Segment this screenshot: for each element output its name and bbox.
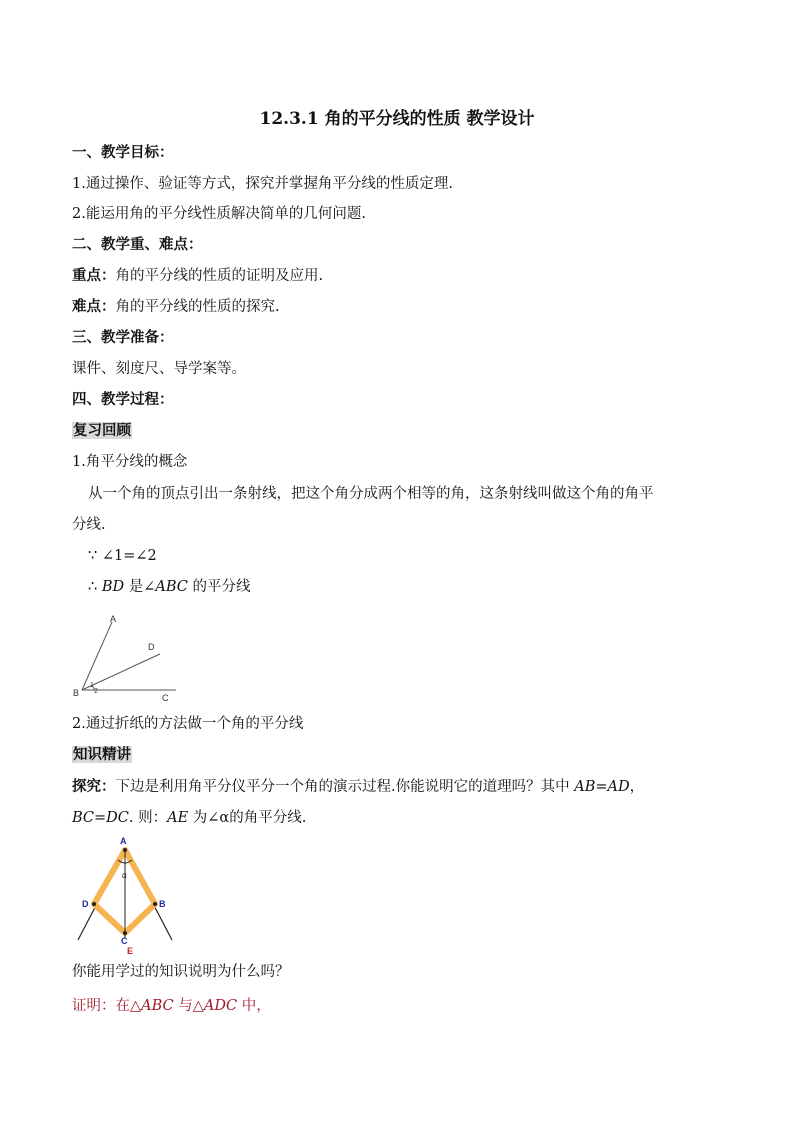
label-a: A [120,836,127,846]
preparation-text: 课件、刻度尺、导学案等。 [72,361,246,377]
proof-prefix: 证明：在△ [72,998,142,1014]
explore-bc-dc: BC=DC [72,810,129,826]
label-alpha: α [122,871,127,880]
goal-item-1: 1.通过操作、验证等方式，探究并掌握角平分线的性质定理. [72,176,453,192]
label-e: E [127,946,134,956]
label-a: A [110,614,117,624]
key-point-line [72,266,323,286]
proof-abc: ABC [141,998,174,1014]
label-c: C [162,693,169,703]
angle-bisector-figure [70,610,190,706]
label-c: C [121,936,128,946]
explore-label: 探究： [72,778,116,795]
knowledge-tag: 知识精讲 [73,746,131,763]
label-angle-2: 2 [94,688,98,695]
review-tag-line [72,421,132,441]
concept-line-1: 从一个角的顶点引出一条射线，把这个角分成两个相等的角，这条射线叫做这个角的角平 [88,486,654,502]
proof-mid: 与△ [173,998,204,1014]
therefore-line [88,577,251,597]
review-item-1: 1.角平分线的概念 [72,454,188,470]
explore-text-1: 下边是利用角平分仪平分一个角的演示过程.你能说明它的道理吗？其中 [115,779,575,795]
document-title: 12.3.1 角的平分线的性质 教学设计 [259,109,535,129]
label-b: B [73,688,80,698]
difficult-point-line [72,297,280,317]
explore-ab-ad: AB=AD [574,779,630,795]
point-c [123,931,127,935]
difficult-point-label: 难点： [72,298,116,315]
angle-instrument-figure [72,830,182,960]
point-d [92,902,96,906]
question-line: 你能用学过的知识说明为什么吗？ [72,964,290,980]
key-point-label: 重点： [72,267,116,284]
explore-line-1 [72,777,644,797]
explore-text-2: . 则： [128,810,168,826]
therefore-bd: BD [101,579,125,595]
proof-line [72,996,271,1016]
therefore-mid: 是∠ [124,579,156,595]
explore-ae: AE [167,810,189,826]
section-heading-goals: 一、教学目标： [72,144,174,161]
section-heading-process: 四、教学过程： [72,391,174,408]
key-point-text: 角的平分线的性质的证明及应用. [115,268,324,284]
therefore-abc: ABC [155,579,188,595]
explore-comma: ， [629,779,645,795]
review-item-2: 2.通过折纸的方法做一个角的平分线 [72,716,304,732]
therefore-prefix: ∴ [88,579,102,595]
point-b [153,902,157,906]
label-d: D [82,899,89,909]
knowledge-tag-line [72,745,132,765]
label-d: D [148,642,155,652]
point-a [123,848,127,852]
goal-item-2: 2.能运用角的平分线性质解决简单的几何问题. [72,206,366,222]
concept-line-2: 分线. [72,517,106,533]
label-b: B [159,899,166,909]
proof-adc: ADC [203,998,238,1014]
section-heading-preparation: 三、教学准备： [72,329,174,346]
proof-suffix: 中， [237,998,271,1014]
section-heading-key-points: 二、教学重、难点： [72,236,203,253]
therefore-suffix: 的平分线 [187,579,251,595]
explore-line-2 [72,808,306,828]
difficult-point-text: 角的平分线的性质的探究. [115,299,280,315]
ray-ba [82,622,112,690]
review-tag: 复习回顾 [73,422,131,439]
label-angle-1: 1 [90,682,94,689]
because-line: ∵ ∠1=∠2 [88,548,157,564]
explore-text-3: 为∠α的角平分线. [188,810,307,826]
